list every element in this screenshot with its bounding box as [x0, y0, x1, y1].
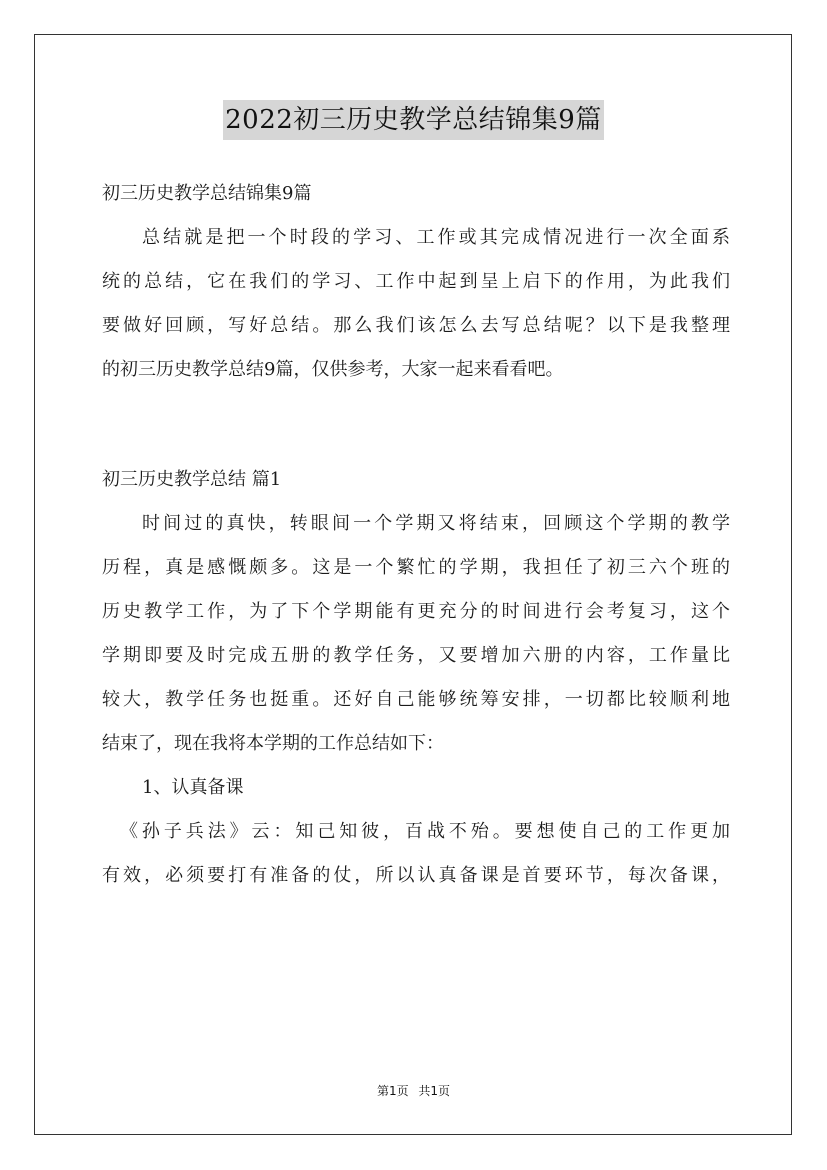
- section-line-1: 时间过的真快，转眼间一个学期又将结束，回顾这个学期的教学: [142, 513, 730, 534]
- item-heading: 1、认真备课: [142, 777, 244, 798]
- section-line-3: 历史教学工作，为了下个学期能有更充分的时间进行会考复习，这个: [102, 601, 730, 622]
- section-line-4: 学期即要及时完成五册的教学任务，又要增加六册的内容，工作量比: [102, 645, 730, 666]
- intro-line-3: 要做好回顾，写好总结。那么我们该怎么去写总结呢？以下是我整理: [102, 315, 730, 336]
- intro-line-2: 统的总结，它在我们的学习、工作中起到呈上启下的作用，为此我们: [102, 271, 730, 292]
- page-footer: [0, 1082, 827, 1099]
- intro-line-1: 总结就是把一个时段的学习、工作或其完成情况进行一次全面系: [142, 227, 730, 248]
- section-heading: 初三历史教学总结 篇1: [102, 469, 282, 490]
- page-number-total: 共1页: [418, 1084, 451, 1098]
- document-title: 2022初三历史教学总结锦集9篇: [223, 100, 604, 140]
- section-line-6: 结束了，现在我将本学期的工作总结如下：: [102, 733, 444, 754]
- section-line-2: 历程，真是感慨颇多。这是一个繁忙的学期，我担任了初三六个班的: [102, 557, 730, 578]
- section-line-5: 较大，教学任务也挺重。还好自己能够统筹安排，一切都比较顺利地: [102, 689, 730, 710]
- document-subtitle: 初三历史教学总结锦集9篇: [102, 183, 312, 204]
- document-body: [102, 172, 730, 898]
- title-container: [0, 100, 827, 140]
- intro-line-4: 的初三历史教学总结9篇，仅供参考，大家一起来看看吧。: [102, 359, 564, 380]
- section-spacer: [102, 392, 730, 458]
- page-number-current: 第1页: [376, 1084, 409, 1098]
- item-line-2: 有效，必须要打有准备的仗，所以认真备课是首要环节，每次备课，: [102, 865, 730, 886]
- item-line-1: 《孙子兵法》云：知己知彼，百战不殆。要想使自己的工作更加: [120, 821, 730, 842]
